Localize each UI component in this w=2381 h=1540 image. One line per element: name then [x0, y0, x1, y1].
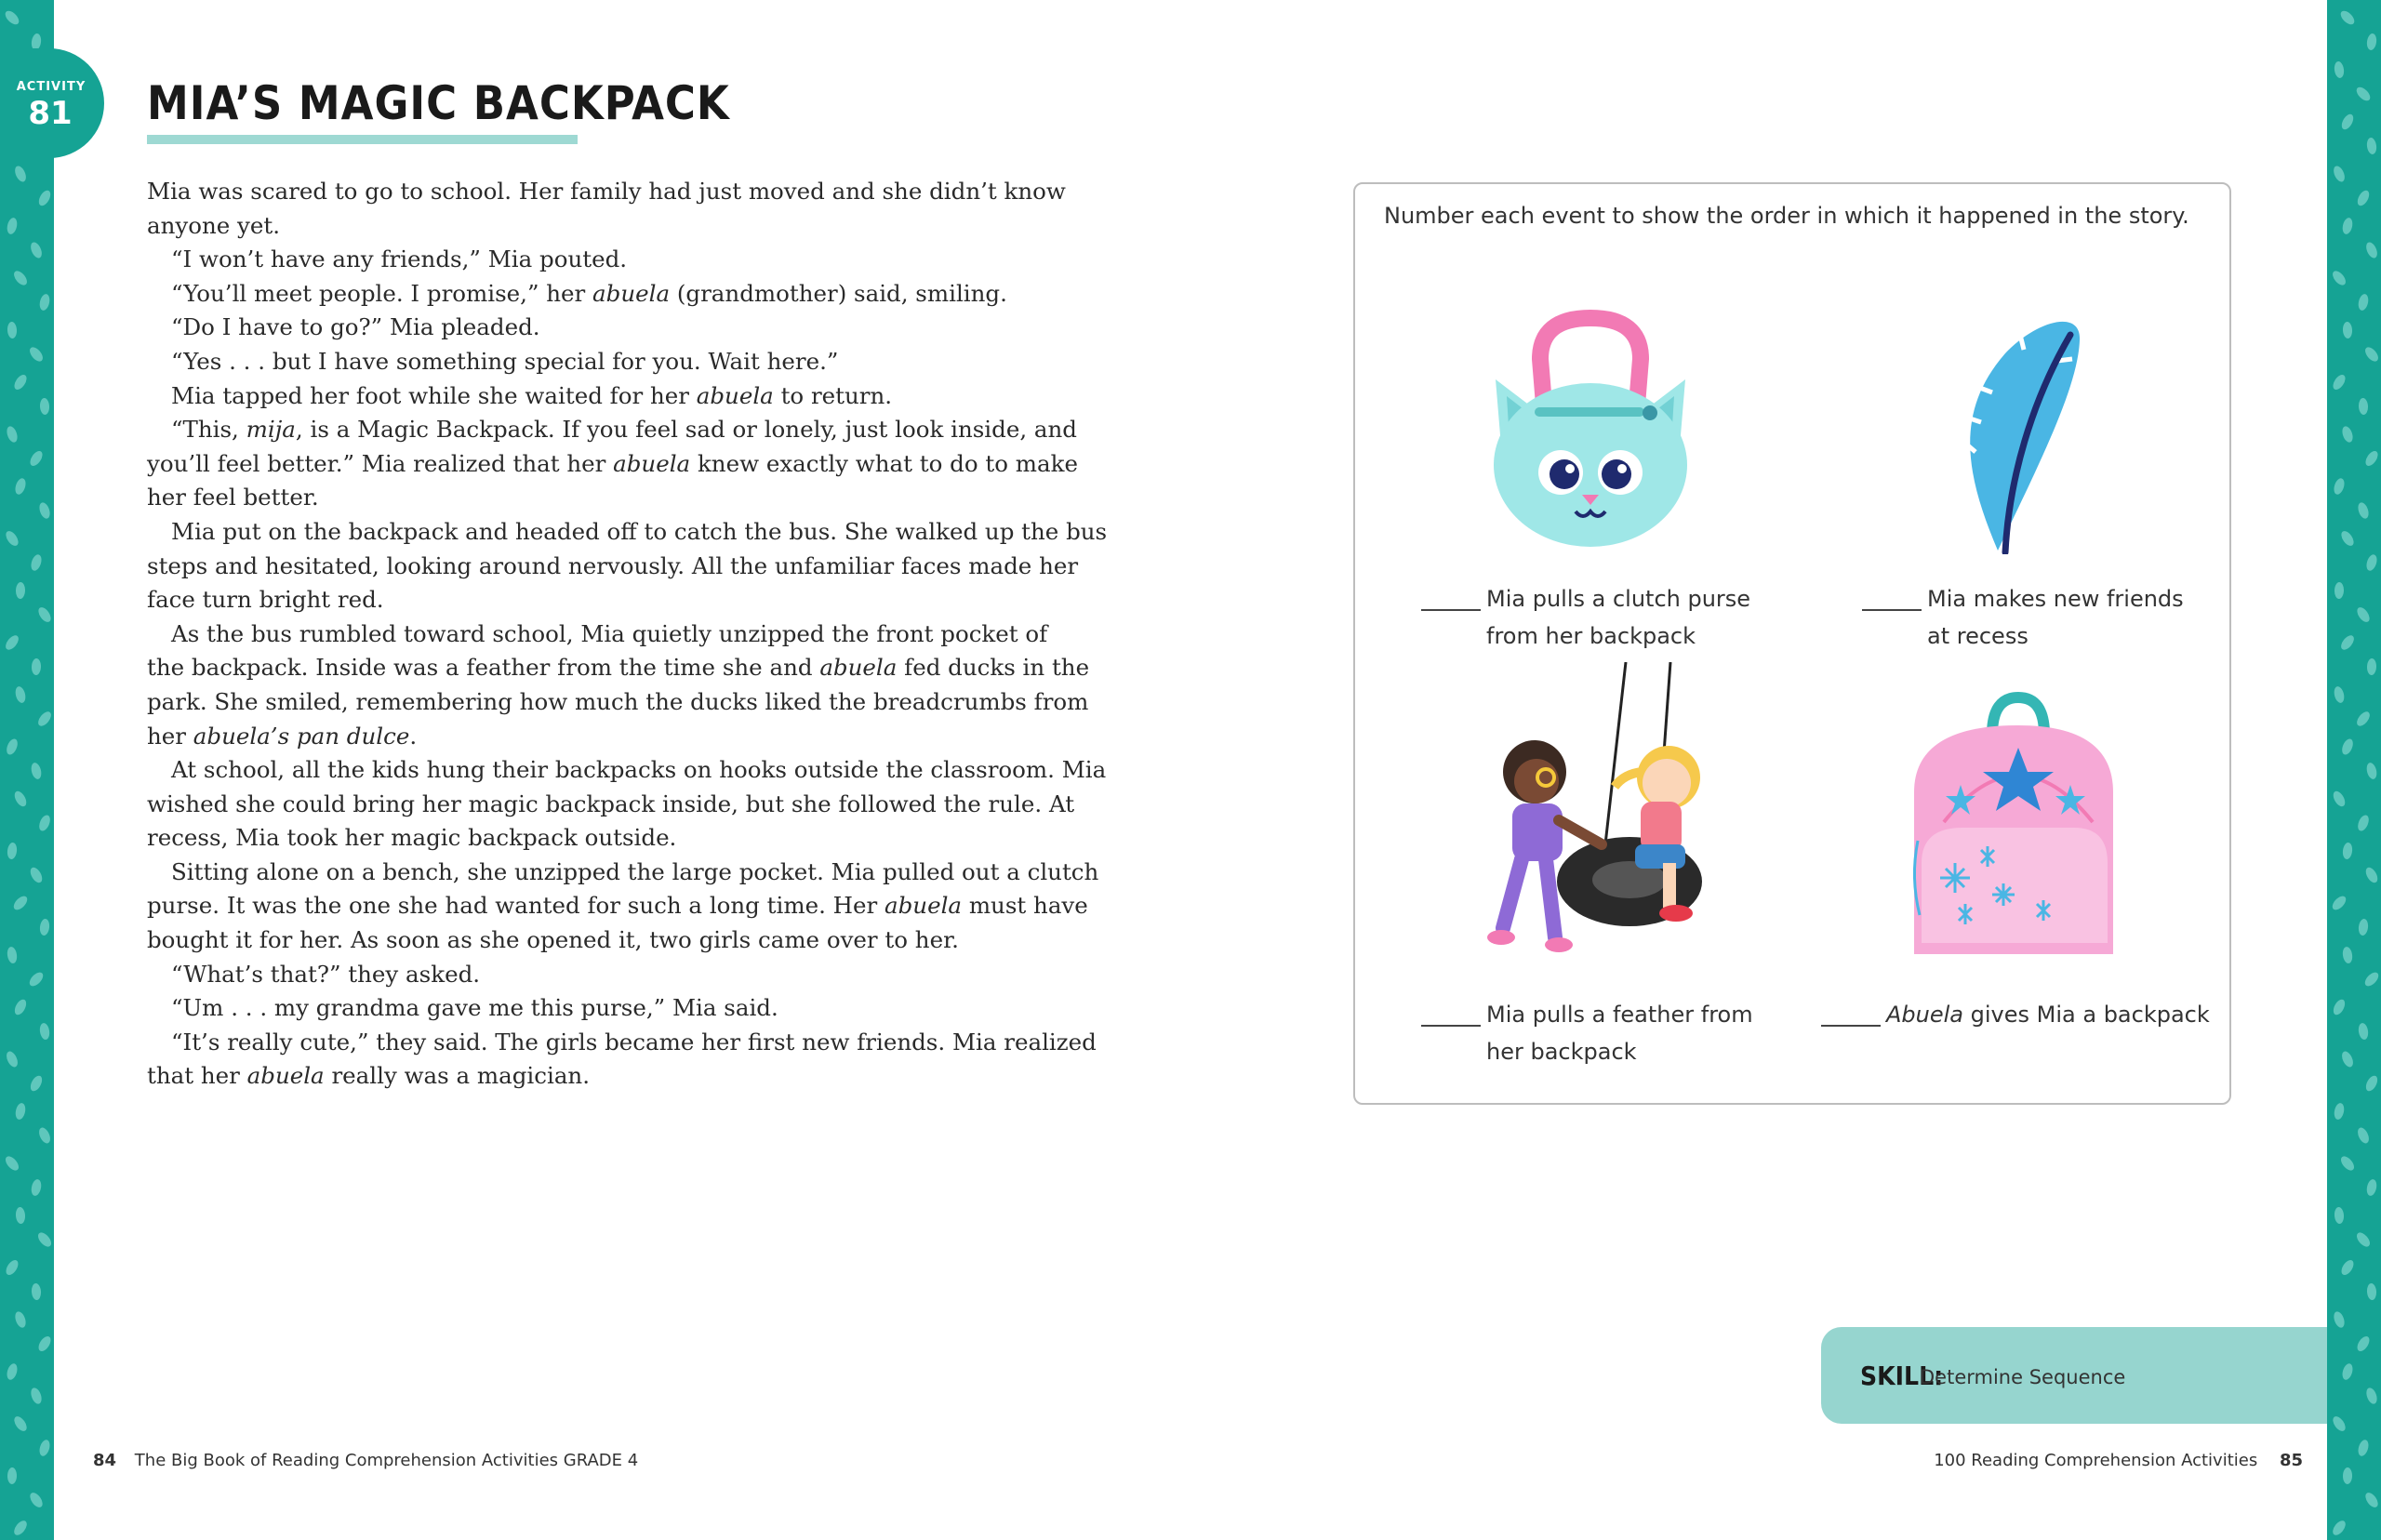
pattern-dot — [4, 529, 21, 548]
pattern-dot — [35, 710, 53, 728]
pattern-dot — [2341, 1362, 2355, 1381]
story-text-segment: park. She smiled, remembering how much the ducks liked the breadcrumbs from — [147, 687, 1089, 715]
pattern-dot — [2366, 33, 2377, 50]
story-line — [147, 856, 1099, 890]
story-text-segment: Mia tapped her foot while she waited for her — [171, 381, 697, 409]
pattern-dot — [2358, 918, 2369, 936]
pattern-dot — [4, 1258, 20, 1278]
pattern-dot — [2355, 189, 2371, 208]
pattern-dot — [28, 449, 45, 469]
pattern-dot — [2331, 998, 2347, 1017]
pattern-dot — [15, 1207, 25, 1225]
story-text-segment: Sitting alone on a bench, she unzipped the large pocket. Mia pulled out a clutch — [171, 857, 1099, 885]
story-line — [147, 720, 1040, 754]
pattern-dot — [2358, 1022, 2370, 1040]
story-text-segment: bought it for her. As soon as she opened it, two girls came over to her. — [147, 926, 959, 954]
story-text-segment: the backpack. Inside was a feather from the time she and — [147, 654, 820, 682]
story-line — [147, 685, 1089, 720]
story-text-segment: wished she could bring her magic backpack inside, but she followed the rule. At — [147, 790, 1075, 817]
event-abuela-backpack — [1821, 996, 2212, 1037]
activity-badge — [0, 48, 104, 158]
story-text-segment: fed ducks in the — [897, 654, 1090, 682]
pattern-dot — [2366, 1283, 2376, 1301]
pattern-dot — [7, 842, 18, 859]
pattern-dot — [3, 1154, 20, 1173]
story-text-segment: really was a magician. — [324, 1062, 590, 1090]
story-line — [147, 889, 1088, 923]
answer-blank[interactable] — [1421, 1025, 1481, 1027]
story-text-segment: “This, — [171, 416, 246, 444]
pattern-dot — [40, 398, 50, 415]
story-text-segment: At school, all the kids hung their backpacks on hooks outside the classroom. Mia — [171, 756, 1107, 784]
page-title: MIA’S MAGIC BACKPACK — [147, 76, 730, 130]
footer-right — [1934, 1451, 2303, 1470]
pattern-dot — [2362, 970, 2381, 989]
pattern-dot — [2338, 1154, 2356, 1173]
pattern-dot — [2330, 269, 2348, 287]
pattern-dot — [2363, 449, 2380, 469]
pattern-dot — [31, 1283, 41, 1301]
story-line — [147, 821, 1040, 856]
pattern-dot — [2341, 217, 2354, 235]
pattern-dot — [2332, 1310, 2347, 1329]
pattern-dot — [7, 1467, 17, 1484]
pattern-dot — [2334, 582, 2345, 599]
page-number-left: 84 — [93, 1451, 117, 1470]
story-line — [147, 550, 1079, 584]
story-text-segment: must have — [962, 892, 1088, 920]
pattern-dot — [12, 998, 28, 1017]
story-text-segment: knew exactly what to do to make — [690, 449, 1078, 477]
pattern-dot — [2356, 1126, 2372, 1146]
event-line-italic: Abuela — [1886, 1002, 1964, 1028]
pattern-dot — [37, 814, 52, 832]
story-line — [147, 209, 1040, 244]
story-text-segment: . — [409, 722, 418, 750]
story-text-segment: “You’ll meet people. I promise,” her — [171, 279, 593, 307]
story-line — [147, 243, 1040, 277]
pattern-dot — [38, 1439, 52, 1457]
story-text-segment: As the bus rumbled toward school, Mia quietly unzipped the front pocket of — [171, 619, 1048, 647]
pattern-dot — [2363, 1074, 2379, 1094]
event-feather — [1421, 996, 1756, 1074]
story-line — [147, 447, 1078, 482]
story-line — [147, 345, 1040, 379]
story-text-segment: Mia was scared to go to school. Her family had just moved and she didn’t know — [147, 178, 1066, 205]
section-title: 100 Reading Comprehension Activities — [1934, 1451, 2258, 1470]
event-line: her backpack — [1486, 1039, 1637, 1065]
story-line — [147, 175, 1066, 209]
skill-label: SKILL: — [1860, 1361, 1944, 1391]
pattern-dot — [11, 269, 29, 287]
story-line — [147, 515, 1108, 550]
story-text-segment: “Yes . . . but I have something special for you. Wait here.” — [171, 347, 839, 375]
event-line: Mia pulls a feather from — [1486, 1002, 1753, 1028]
book-title: The Big Book of Reading Comprehension Activities GRADE 4 — [134, 1451, 639, 1470]
pattern-dot — [2339, 1258, 2356, 1278]
pattern-dot — [7, 322, 18, 339]
event-line: Mia pulls a clutch purse — [1486, 586, 1751, 612]
pattern-dot — [2362, 345, 2380, 364]
pattern-dot — [2357, 1439, 2371, 1457]
event-new-friends — [1862, 580, 2197, 658]
story-line — [147, 958, 1040, 992]
pattern-dot — [14, 1102, 27, 1121]
pattern-dot — [2340, 1050, 2356, 1069]
left-decorative-strip — [0, 0, 54, 1540]
pattern-dot — [2364, 241, 2379, 260]
story-text-segment: her feel better. — [147, 484, 319, 511]
story-line — [147, 651, 1090, 685]
pattern-dot — [2338, 633, 2356, 652]
pattern-dot — [14, 685, 27, 704]
story-line — [147, 1059, 1040, 1094]
pattern-dot — [37, 501, 51, 520]
pattern-dot — [2359, 398, 2369, 415]
story-text-segment: , is a Magic Backpack. If you feel sad or lonely, just look inside, and — [295, 416, 1077, 444]
pattern-dot — [2333, 1102, 2346, 1121]
pattern-dot — [2332, 165, 2347, 184]
girls-tire-swing-icon — [1466, 662, 1756, 969]
story-text-segment: that her — [147, 1062, 247, 1090]
pattern-dot — [2330, 894, 2348, 912]
pattern-dot — [5, 1050, 20, 1069]
event-line: gives Mia a backpack — [1963, 1002, 2210, 1028]
story-text-segment: “Do I have to go?” Mia pleaded. — [171, 313, 540, 341]
pattern-dot — [11, 894, 30, 912]
pattern-dot — [2343, 322, 2353, 339]
pattern-dot — [12, 1414, 30, 1433]
pattern-dot — [12, 373, 29, 392]
feather-icon — [1935, 312, 2102, 554]
pattern-dot — [2356, 814, 2371, 832]
pattern-dot — [2333, 685, 2346, 704]
activity-instructions: Number each event to show the order in which it happened in the story. — [1384, 203, 2189, 229]
story-italic-text: abuela — [696, 381, 774, 409]
story-line — [147, 481, 1040, 515]
pattern-dot — [2363, 866, 2380, 885]
story-italic-text: abuela — [885, 892, 963, 920]
pattern-dot — [2331, 1519, 2348, 1537]
pattern-dot — [29, 1387, 44, 1405]
activity-badge-label: ACTIVITY — [16, 80, 86, 94]
activity-badge-number: 81 — [28, 95, 73, 132]
event-line: at recess — [1927, 623, 2029, 649]
pattern-dot — [12, 1519, 30, 1537]
pattern-dot — [13, 477, 27, 496]
pattern-dot — [2354, 1230, 2372, 1249]
story-text-segment: to return. — [773, 381, 893, 409]
pattern-dot — [27, 970, 46, 989]
story-text — [147, 175, 1108, 1094]
story-line — [147, 1026, 1097, 1060]
pattern-dot — [2331, 373, 2348, 392]
story-italic-text: abuela — [246, 1062, 325, 1090]
pattern-dot — [12, 790, 29, 809]
story-text-segment: anyone yet. — [147, 211, 281, 239]
story-line — [147, 583, 1040, 617]
pattern-dot — [13, 165, 28, 184]
cat-purse-icon — [1488, 307, 1693, 551]
pattern-dot — [2339, 113, 2355, 132]
pattern-dot — [2363, 1491, 2381, 1509]
pattern-dot — [30, 1178, 43, 1197]
pattern-dot — [6, 1362, 20, 1381]
story-text-segment: recess, Mia took her magic backpack outside. — [147, 824, 677, 852]
story-line — [147, 277, 1040, 312]
story-text-segment: “Um . . . my grandma gave me this purse,” Mia said. — [171, 994, 778, 1022]
story-line — [147, 991, 1040, 1026]
event-line: Mia makes new friends — [1927, 586, 2184, 612]
story-text-segment: purse. It was the one she had wanted for such a long time. Her — [147, 892, 885, 920]
skill-value: Determine Sequence — [1920, 1366, 2126, 1388]
story-text-segment: Mia put on the backpack and headed off to catch the bus. She walked up the bus — [171, 517, 1108, 545]
pattern-dot — [2331, 790, 2348, 809]
story-text-segment: her — [147, 722, 193, 750]
footer-left — [93, 1451, 638, 1470]
story-text-segment: (grandmother) said, smiling. — [670, 279, 1007, 307]
pattern-dot — [2338, 8, 2357, 27]
story-italic-text: abuela — [819, 654, 898, 682]
pattern-dot — [2343, 1467, 2352, 1484]
pattern-dot — [2334, 60, 2345, 78]
pattern-dot — [2340, 737, 2355, 756]
pattern-dot — [2356, 501, 2370, 520]
pattern-dot — [30, 762, 43, 780]
story-text-segment: “I won’t have any friends,” Mia pouted. — [171, 246, 628, 273]
pattern-dot — [2354, 85, 2373, 103]
pattern-dot — [29, 241, 44, 260]
pattern-dot — [7, 946, 19, 963]
pattern-dot — [2331, 1414, 2348, 1433]
right-decorative-strip — [2327, 0, 2381, 1540]
pattern-dot — [2357, 293, 2370, 312]
pattern-dot — [29, 553, 43, 572]
pattern-dot — [2342, 946, 2354, 963]
skill-tab — [1821, 1327, 2327, 1424]
answer-blank[interactable] — [1821, 1025, 1881, 1027]
event-clutch-purse — [1421, 580, 1756, 658]
story-line — [147, 379, 1040, 414]
answer-blank[interactable] — [1862, 609, 1922, 611]
story-italic-text: mija — [246, 416, 296, 444]
pattern-dot — [2334, 1207, 2344, 1225]
event-line: from her backpack — [1486, 623, 1696, 649]
pattern-dot — [36, 1334, 53, 1354]
pattern-dot — [36, 605, 54, 624]
story-line — [147, 753, 1107, 788]
story-text-segment: face turn bright red. — [147, 586, 384, 614]
pattern-dot — [2339, 529, 2357, 548]
story-line — [147, 311, 1040, 345]
story-italic-text: abuela’s pan dulce — [193, 722, 410, 750]
answer-blank[interactable] — [1421, 609, 1481, 611]
story-text-segment: “What’s that?” they asked. — [171, 960, 481, 988]
story-italic-text: abuela — [592, 279, 671, 307]
story-line — [147, 617, 1048, 652]
pattern-dot — [32, 658, 42, 675]
story-text-segment: “It’s really cute,” they said. The girls became her first new friends. Mia realized — [171, 1028, 1097, 1055]
pattern-dot — [3, 8, 21, 27]
pattern-dot — [2365, 762, 2378, 780]
pattern-dot — [2355, 1334, 2372, 1354]
story-line — [147, 413, 1077, 447]
pattern-dot — [2367, 658, 2377, 675]
pattern-dot — [2366, 137, 2377, 154]
pattern-dot — [2354, 710, 2372, 728]
pattern-dot — [3, 633, 20, 652]
pattern-dot — [5, 737, 20, 756]
pattern-dot — [2355, 605, 2373, 624]
pattern-dot — [2365, 1178, 2378, 1197]
pattern-dot — [6, 217, 19, 235]
pattern-dot — [2332, 477, 2346, 496]
pattern-dot — [39, 918, 50, 936]
story-text-segment: you’ll feel better.” Mia realized that her — [147, 449, 614, 477]
pattern-dot — [5, 425, 19, 444]
pattern-dot — [28, 1074, 44, 1094]
story-italic-text: abuela — [613, 449, 691, 477]
pattern-dot — [2342, 842, 2353, 859]
pattern-dot — [35, 1230, 53, 1249]
pattern-dot — [39, 1022, 51, 1040]
pattern-dot — [13, 1310, 28, 1329]
pattern-dot — [36, 189, 52, 208]
pattern-dot — [2340, 425, 2354, 444]
pattern-dot — [16, 582, 26, 599]
pattern-dot — [38, 293, 51, 312]
pattern-dot — [28, 866, 45, 885]
page-number-right: 85 — [2279, 1451, 2303, 1470]
pattern-dot — [28, 1491, 46, 1509]
pattern-dot — [2364, 553, 2378, 572]
pink-backpack-icon — [1907, 692, 2121, 960]
pattern-dot — [2364, 1387, 2379, 1405]
story-line — [147, 923, 1040, 958]
pattern-dot — [27, 345, 45, 364]
pattern-dot — [37, 1126, 53, 1146]
story-line — [147, 788, 1075, 822]
title-underline — [147, 135, 578, 144]
story-text-segment: steps and hesitated, looking around nervously. All the unfamiliar faces made her — [147, 551, 1079, 579]
